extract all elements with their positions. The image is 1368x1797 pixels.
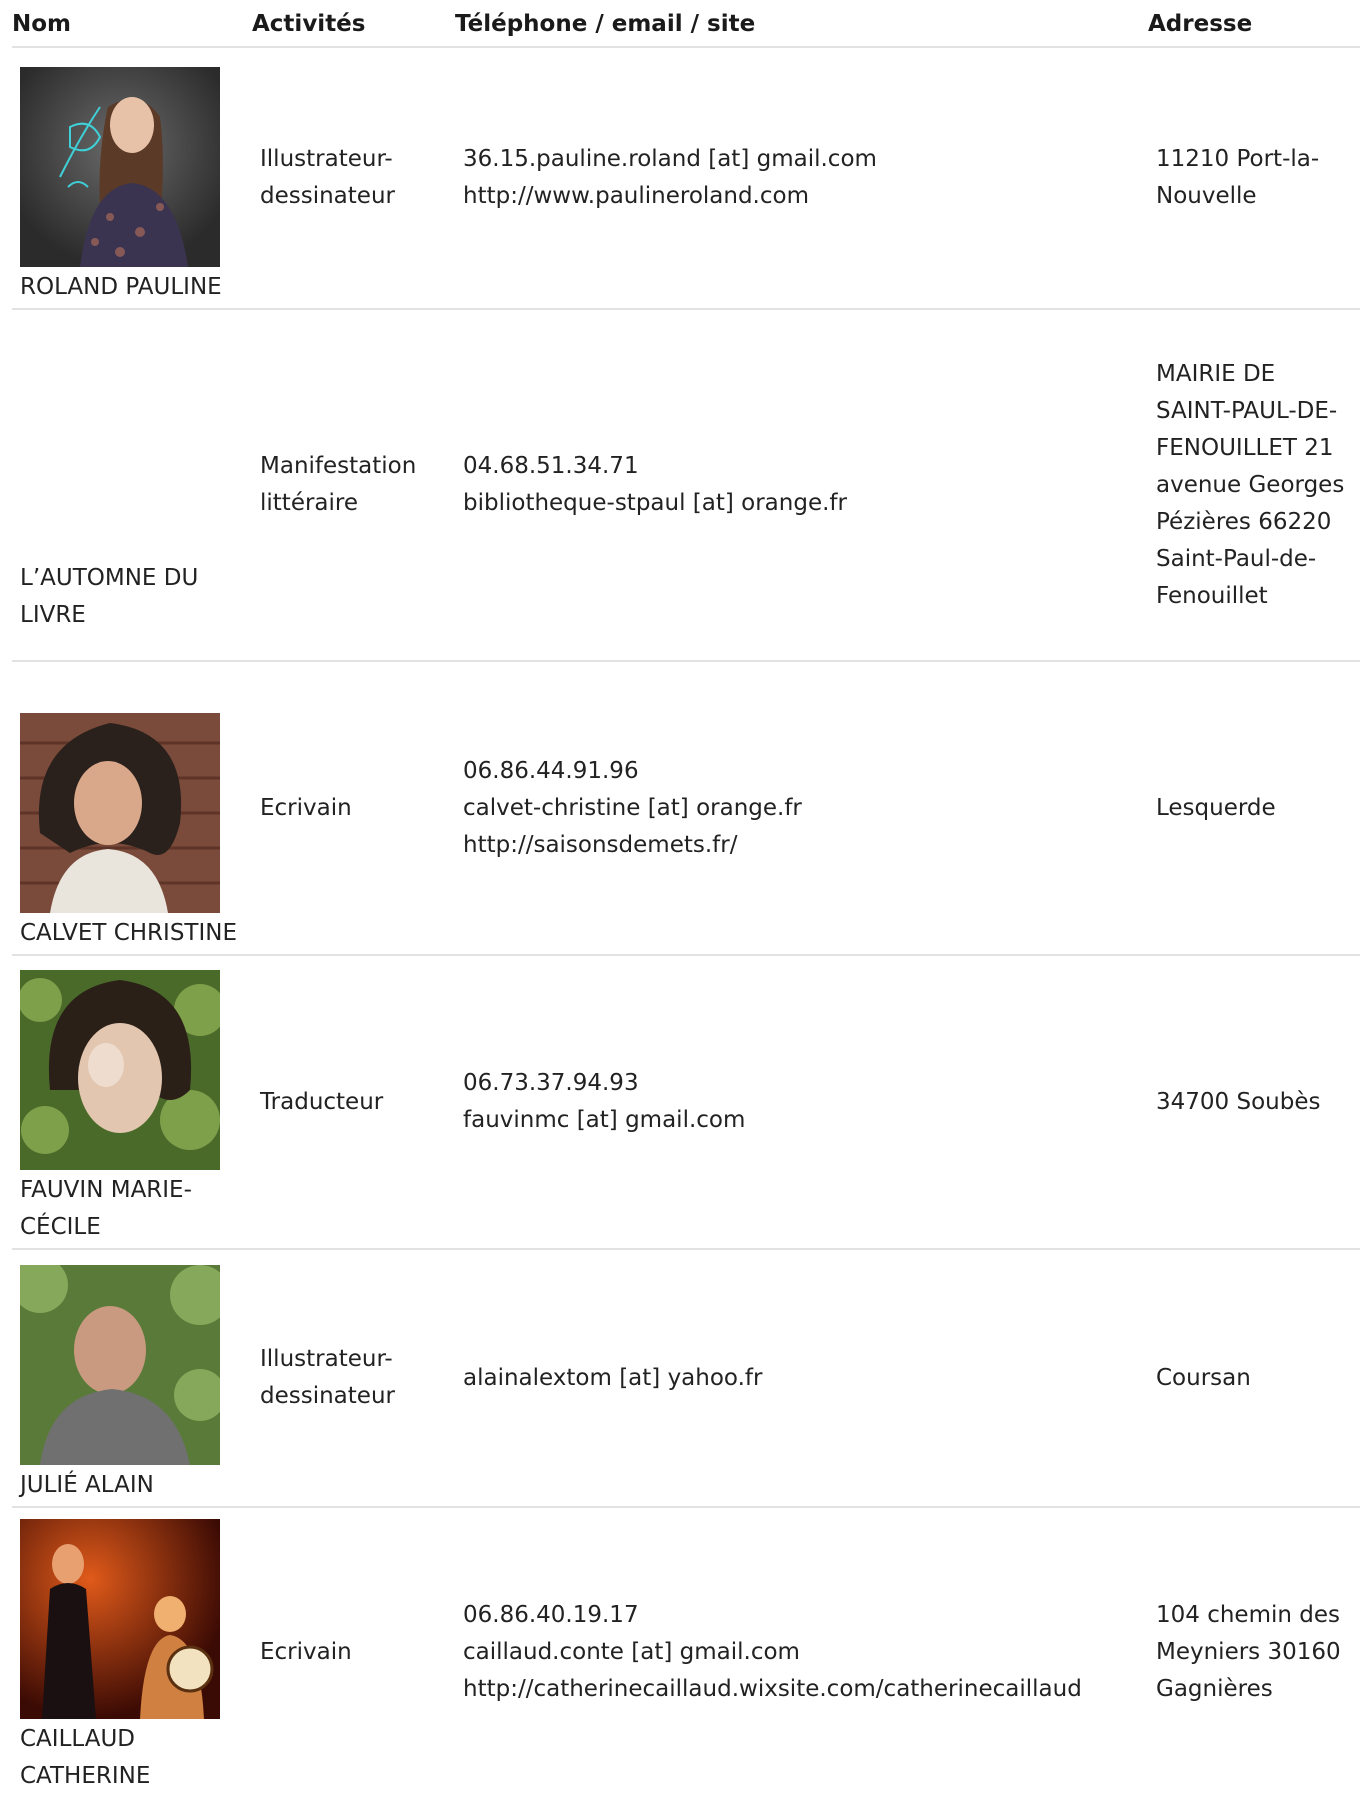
header-adresse: Adresse [1148, 0, 1360, 47]
photo-calvet-christine [20, 713, 220, 913]
adresse-text: 34700 Soubès [1156, 1088, 1321, 1115]
adresse-text: 11210 Port-la-Nouvelle [1156, 146, 1320, 209]
header-activites: Activités [252, 0, 455, 47]
photo-roland-pauline [20, 67, 220, 267]
phone-text: 06.86.40.19.17 [463, 1602, 639, 1628]
table-row [12, 661, 1360, 955]
nom-text: ROLAND PAULINE [20, 274, 222, 300]
website-link[interactable]: http://catherinecaillaud.wixsite.com/catherinecaillaud [463, 1676, 1082, 1702]
cell-activite [252, 955, 455, 1249]
table-row [12, 309, 1360, 661]
header-nom: Nom [12, 0, 252, 47]
cell-nom [12, 1507, 252, 1797]
email-link[interactable]: fauvinmc [at] gmail.com [463, 1107, 746, 1133]
cell-nom [12, 661, 252, 955]
photo-julie-alain [20, 1265, 220, 1465]
cell-adresse [1148, 1507, 1360, 1797]
phone-text: 06.73.37.94.93 [463, 1070, 639, 1096]
directory-table [12, 0, 1360, 1797]
activite-text: Illustrateur-dessinateur [260, 1346, 395, 1409]
email-link[interactable]: alainalextom [at] yahoo.fr [463, 1364, 763, 1391]
email-link[interactable]: calvet-christine [at] orange.fr [463, 794, 802, 821]
email-link[interactable]: caillaud.conte [at] gmail.com [463, 1639, 800, 1665]
cell-nom [12, 1249, 252, 1507]
phone-text: 04.68.51.34.71 [463, 453, 639, 479]
cell-contact [455, 1507, 1148, 1797]
cell-adresse [1148, 1249, 1360, 1507]
cell-adresse [1148, 47, 1360, 309]
cell-activite [252, 1507, 455, 1797]
table-row [12, 955, 1360, 1249]
cell-nom [12, 47, 252, 309]
activite-text: Ecrivain [260, 1639, 352, 1665]
header-contact: Téléphone / email / site [455, 0, 1148, 47]
activite-text: Manifestation littéraire [260, 453, 417, 516]
table-row [12, 47, 1360, 309]
cell-activite [252, 309, 455, 661]
cell-adresse [1148, 955, 1360, 1249]
email-link[interactable]: bibliotheque-stpaul [at] orange.fr [463, 490, 847, 516]
nom-text: CALVET CHRISTINE [20, 920, 237, 946]
activite-text: Traducteur [260, 1088, 384, 1115]
cell-contact [455, 309, 1148, 661]
photo-fauvin-marie-cecile [20, 970, 220, 1170]
cell-contact [455, 955, 1148, 1249]
adresse-text: 104 chemin des Meyniers 30160 Gagnières [1156, 1602, 1341, 1702]
activite-text: Illustrateur-dessinateur [260, 146, 395, 209]
cell-adresse [1148, 661, 1360, 955]
cell-contact [455, 47, 1148, 309]
adresse-text: Lesquerde [1156, 794, 1276, 821]
cell-nom [12, 955, 252, 1249]
nom-text: FAUVIN MARIE-CÉCILE [20, 1177, 192, 1240]
adresse-text: MAIRIE DE SAINT-PAUL-DE-FENOUILLET 21 avenue Georges Pézières 66220 Saint-Paul-de-Fenouillet [1156, 360, 1345, 609]
nom-text: JULIÉ ALAIN [20, 1472, 154, 1498]
cell-activite [252, 47, 455, 309]
website-link[interactable]: http://saisonsdemets.fr/ [463, 831, 738, 858]
activite-text: Ecrivain [260, 794, 352, 821]
cell-contact [455, 661, 1148, 955]
cell-nom [12, 309, 252, 661]
adresse-text: Coursan [1156, 1364, 1251, 1391]
table-row [12, 1249, 1360, 1507]
cell-activite [252, 1249, 455, 1507]
table-header-row [12, 0, 1360, 47]
phone-text: 06.86.44.91.96 [463, 757, 639, 784]
table-row [12, 1507, 1360, 1797]
nom-text: L’AUTOMNE DU LIVRE [20, 565, 199, 628]
email-link[interactable]: 36.15.pauline.roland [at] gmail.com [463, 146, 877, 172]
cell-adresse [1148, 309, 1360, 661]
photo-caillaud-catherine [20, 1519, 220, 1719]
cell-contact [455, 1249, 1148, 1507]
website-link[interactable]: http://www.paulineroland.com [463, 183, 809, 209]
cell-activite [252, 661, 455, 955]
nom-text: CAILLAUD CATHERINE [20, 1726, 151, 1789]
